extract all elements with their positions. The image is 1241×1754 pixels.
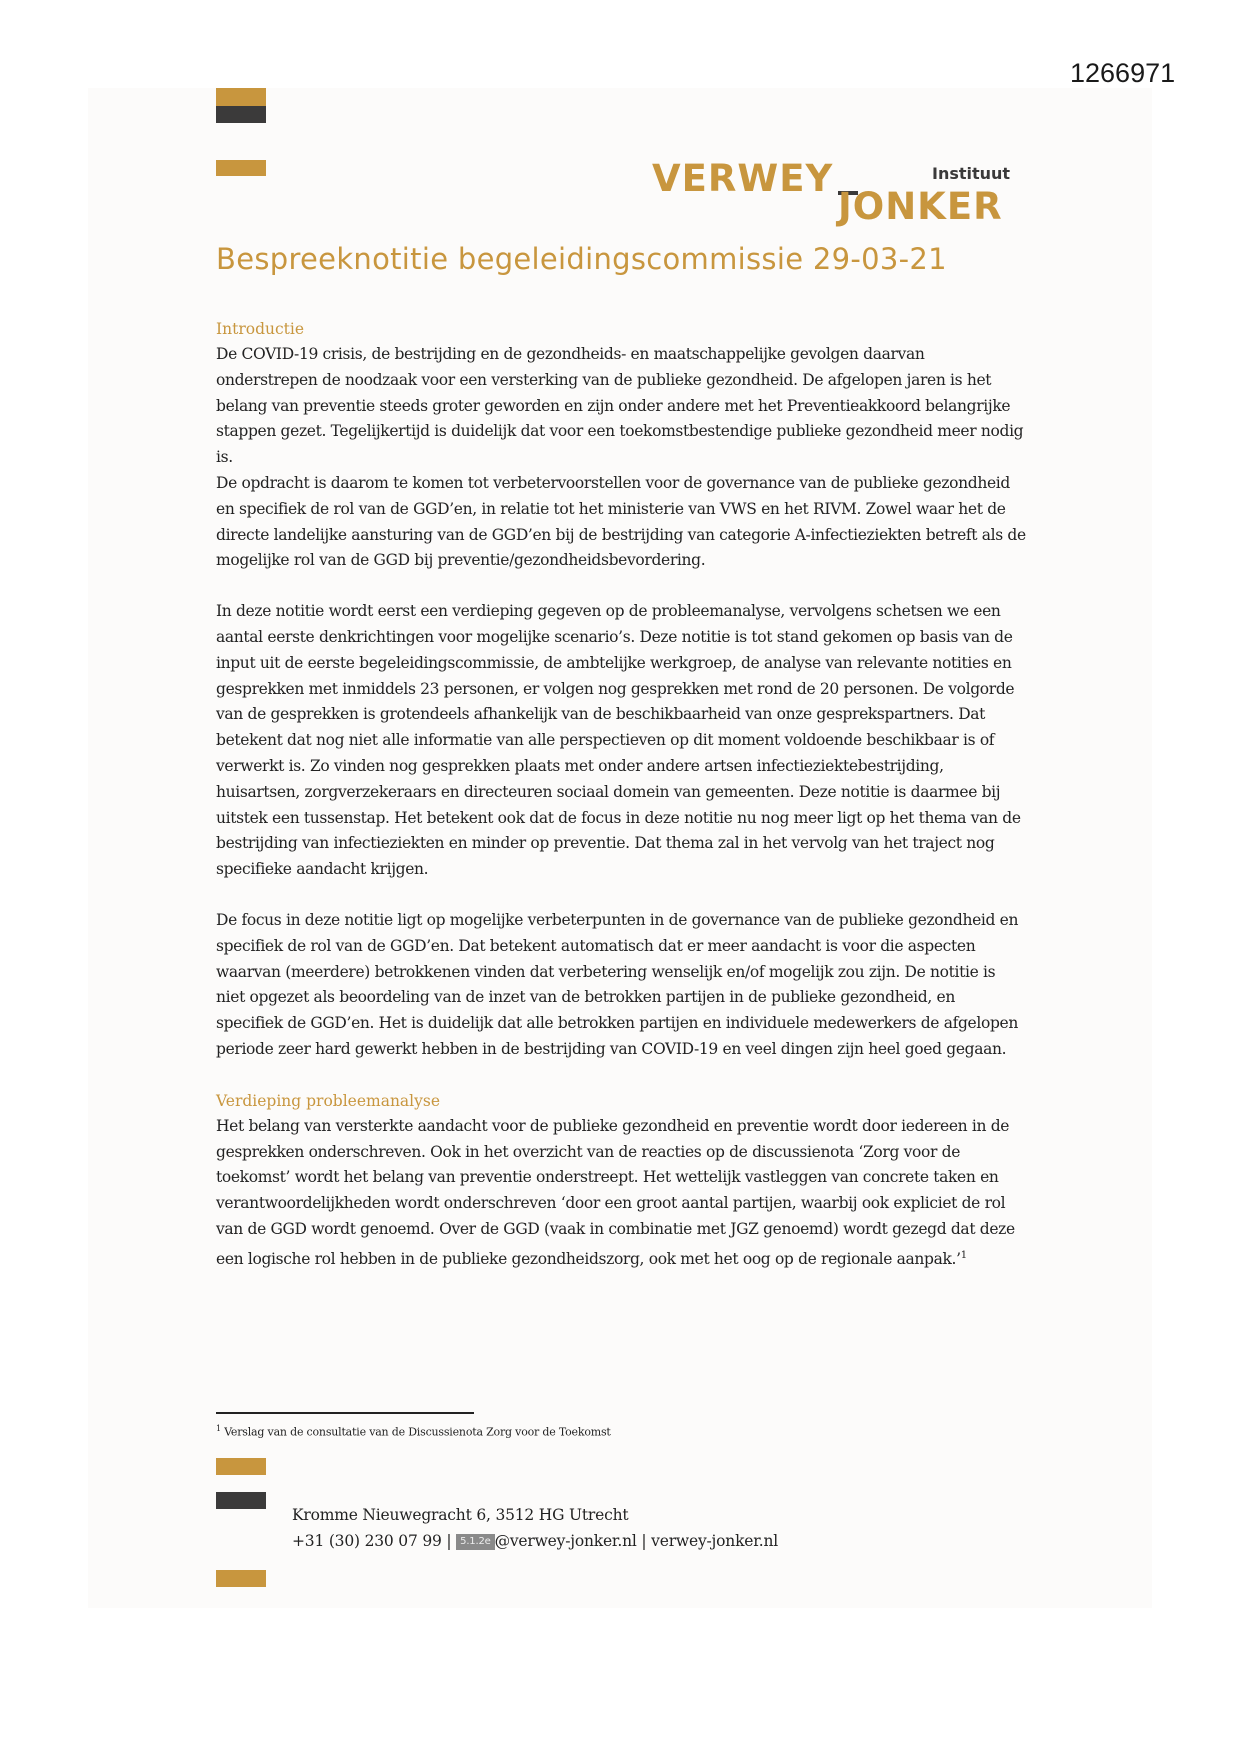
decor-bar-dark-footer <box>216 1492 266 1509</box>
section-heading-probleemanalyse: Verdieping probleemanalyse <box>216 1091 441 1110</box>
logo-text-jonker: JONKER <box>838 185 1003 228</box>
decor-bar-gold-bottom <box>216 1570 266 1587</box>
footer-phone: +31 (30) 230 07 99 | <box>292 1532 452 1550</box>
paragraph-intro-1: De COVID-19 crisis, de bestrijding en de gezondheids- en maatschappelijke gevolgen daarvan onderstrepen de noodzaak voor een versterking van de publieke gezondheid. De afgelopen jaren is het belang van preventie steeds groter geworden en zijn onder andere met het Preventieakkoord belangrijke stappen gezet. Tegelijkertijd is duidelijk dat voor een toekomstbestendige publieke gezondheid meer nodig is. <box>216 345 1024 467</box>
decor-bar-gold-footer <box>216 1458 266 1475</box>
footnote-number: 1 <box>216 1424 221 1433</box>
redaction-label: 5.1.2e <box>456 1534 494 1550</box>
footnote-reference: 1 <box>960 1249 967 1261</box>
footer-address: Kromme Nieuwegracht 6, 3512 HG Utrecht <box>292 1506 629 1524</box>
footer-email-website: @verwey-jonker.nl | verwey-jonker.nl <box>494 1532 779 1550</box>
verwey-jonker-logo <box>652 158 1022 228</box>
paragraph-analysis-1 <box>216 1114 1026 1273</box>
paragraph-intro-3: In deze notitie wordt eerst een verdieping gegeven op de probleemanalyse, vervolgens schetsen we een aantal eerste denkrichtingen voor mogelijke scenario’s. Deze notitie is tot stand gekomen op basis van de input uit de eerste begeleidingscommissie, de ambtelijke werkgroep, de analyse van relevante notities en gesprekken met inmiddels 23 personen, er volgen nog gesprekken met rond de 20 personen. De volgorde van de gesprekken is grotendeels afhankelijk van de beschikbaarheid van onze gesprekspartners. Dat betekent dat nog niet alle informatie van alle perspectieven op dit moment voldoende beschikbaar is of verwerkt is. Zo vinden nog gesprekken plaats met onder andere artsen infectieziektebestrijding, huisartsen, zorgverzekeraars en directeuren sociaal domein van gemeenten. Deze notitie is daarmee bij uitstek een tussenstap. Het betekent ook dat de focus in deze notitie nu nog meer ligt op het thema van de bestrijding van infectieziekten en minder op preventie. Dat thema zal in het vervolg van het traject nog specifieke aandacht krijgen. <box>216 602 1021 879</box>
document-id: 1266971 <box>1070 58 1176 88</box>
document-body <box>216 316 1026 1273</box>
document-title: Bespreeknotitie begeleidingscommissie 29-03-21 <box>216 242 947 276</box>
section-heading-introductie: Introductie <box>216 320 305 338</box>
footnote-divider <box>216 1412 474 1414</box>
paragraph-intro-4: De focus in deze notitie ligt op mogelijke verbeterpunten in de governance van de publieke gezondheid en specifiek de rol van de GGD’en. Dat betekent automatisch dat er meer aandacht is voor die aspecten waarvan (meerdere) betrokkenen vinden dat verbetering wenselijk en/of mogelijk zou zijn. De notitie is niet opgezet als beoordeling van de inzet van de betrokken partijen in de publieke gezondheid, en specifiek de GGD’en. Het is duidelijk dat alle betrokken partijen en individuele medewerkers de afgelopen periode zeer hard gewerkt hebben in de bestrijding van COVID-19 en veel dingen zijn heel goed gegaan. <box>216 910 1019 1058</box>
paragraph-intro-2: De opdracht is daarom te komen tot verbetervoorstellen voor de governance van de publieke gezondheid en specifiek de rol van de GGD’en, in relatie tot het ministerie van VWS en het RIVM. Zowel waar het de directe landelijke aansturing van de GGD’en bij de bestrijding van categorie A-infectieziekten betreft als de mogelijke rol van de GGD bij preventie/gezondheidsbevordering. <box>216 473 1026 570</box>
footnote <box>216 1424 611 1439</box>
paragraph-analysis-1-text: Het belang van versterkte aandacht voor de publieke gezondheid en preventie wordt door iedereen in de gesprekken onderschreven. Ook in het overzicht van de reacties op de discussienota ‘Zorg voor de toekomst’ wordt het belang van preventie onderstreept. Het wettelijk vastleggen van concrete taken en verantwoordelijkheden wordt onderschreven ‘door een groot aantal partijen, waarbij ook expliciet de rol van de GGD wordt genoemd. Over de GGD (vaak in combinatie met JGZ genoemd) wordt gezegd dat deze een logische rol hebben in de publieke gezondheidszorg, ook met het oog op de regionale aanpak.’ <box>216 1116 1015 1268</box>
footer-contact <box>292 1502 778 1554</box>
decor-bar-gold-top <box>216 88 266 106</box>
logo-text-verwey: VERWEY <box>652 157 834 200</box>
footer-contact-line <box>292 1528 778 1554</box>
decor-bar-gold-mid <box>216 160 266 176</box>
decor-bar-dark-top <box>216 106 266 123</box>
footnote-text: Verslag van de consultatie van de Discussienota Zorg voor de Toekomst <box>224 1425 611 1439</box>
logo-subtitle: Instituut <box>932 164 1011 183</box>
